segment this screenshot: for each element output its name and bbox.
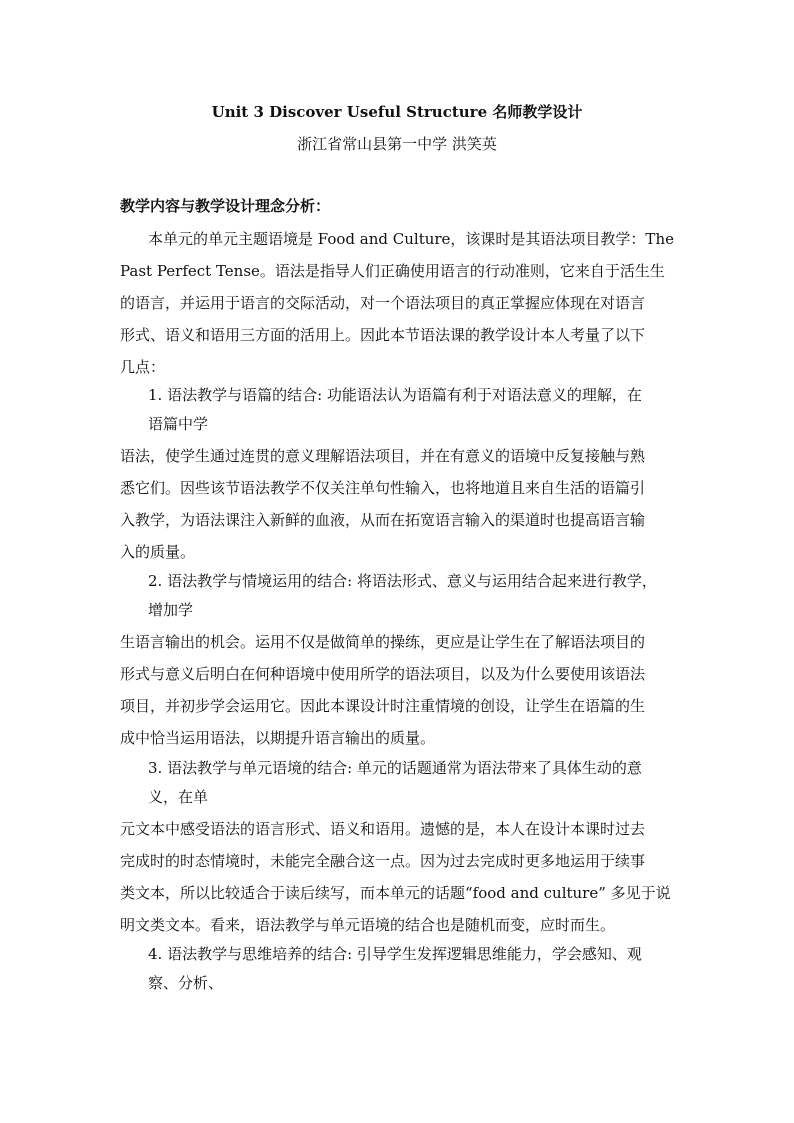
paragraph-line: Past Perfect Tense。语法是指导人们正确使用语言的行动准则，它来自于活生生 xyxy=(120,262,665,280)
paragraph-line: 入教学，为语法课注入新鲜的血液，从而在拓宽语言输入的渠道时也提高语言输 xyxy=(120,511,646,529)
list-item-line: 4. 语法教学与思维培养的结合: 引导学生发挥逻辑思维能力，学会感知、观 xyxy=(148,945,642,963)
paragraph-line: 几点： xyxy=(120,358,166,376)
list-item-line: 察、分析、 xyxy=(148,974,224,992)
paragraph-line: 本单元的单元主题语境是 Food and Culture，该课时是其语法项目教学：The xyxy=(148,230,674,248)
paragraph-line: 明文类文本。看来，语法教学与单元语境的结合也是随机而变，应时而生。 xyxy=(120,916,616,934)
paragraph-line: 生语言输出的机会。运用不仅是做简单的操练，更应是让学生在了解语法项目的 xyxy=(120,633,646,651)
paragraph-line: 形式、语义和语用三方面的活用上。因此本节语法课的教学设计本人考量了以下 xyxy=(120,326,646,344)
paragraph-line: 的语言，并运用于语言的交际活动，对一个语法项目的真正掌握应体现在对语言 xyxy=(120,294,646,312)
paragraph-line: 入的质量。 xyxy=(120,543,196,561)
paragraph-line: 类文本，所以比较适合于读后续写，而本单元的话题“food and culture” 多见于说 xyxy=(120,884,671,902)
paragraph-line: 形式与意义后明白在何种语境中使用所学的语法项目，以及为什么要使用该语法 xyxy=(120,665,646,683)
paragraph-line: 完成时的时态情境时，未能完全融合这一点。因为过去完成时更多地运用于续事 xyxy=(120,852,646,870)
paragraph-line: 项目，并初步学会运用它。因此本课设计时注重情境的创设，让学生在语篇的生 xyxy=(120,697,646,715)
list-item-line: 2. 语法教学与情境运用的结合: 将语法形式、意义与运用结合起来进行教学， xyxy=(148,572,657,590)
list-item-line: 增加学 xyxy=(148,601,194,619)
author-line: 浙江省常山县第一中学 洪笑英 xyxy=(297,135,497,153)
paragraph-line: 悉它们。因些该节语法教学不仅关注单句性输入，也将地道且来自生活的语篇引 xyxy=(120,479,646,497)
section-heading: 教学内容与教学设计理念分析： xyxy=(120,197,331,215)
paragraph-line: 元文本中感受语法的语言形式、语义和语用。遗憾的是，本人在设计本课时过去 xyxy=(120,820,646,838)
paragraph-line: 语法，使学生通过连贯的意义理解语法项目，并在有意义的语境中反复接触与熟 xyxy=(120,447,646,465)
list-item-line: 3. 语法教学与单元语境的结合: 单元的话题通常为语法带来了具体生动的意 xyxy=(148,759,642,777)
list-item-line: 义，在单 xyxy=(148,788,209,806)
document-title: Unit 3 Discover Useful Structure 名师教学设计 xyxy=(211,103,583,121)
paragraph-line: 成中恰当运用语法，以期提升语言输出的质量。 xyxy=(120,729,436,747)
list-item-line: 1. 语法教学与语篇的结合: 功能语法认为语篇有利于对语法意义的理解，在 xyxy=(148,386,642,404)
list-item-line: 语篇中学 xyxy=(148,415,209,433)
